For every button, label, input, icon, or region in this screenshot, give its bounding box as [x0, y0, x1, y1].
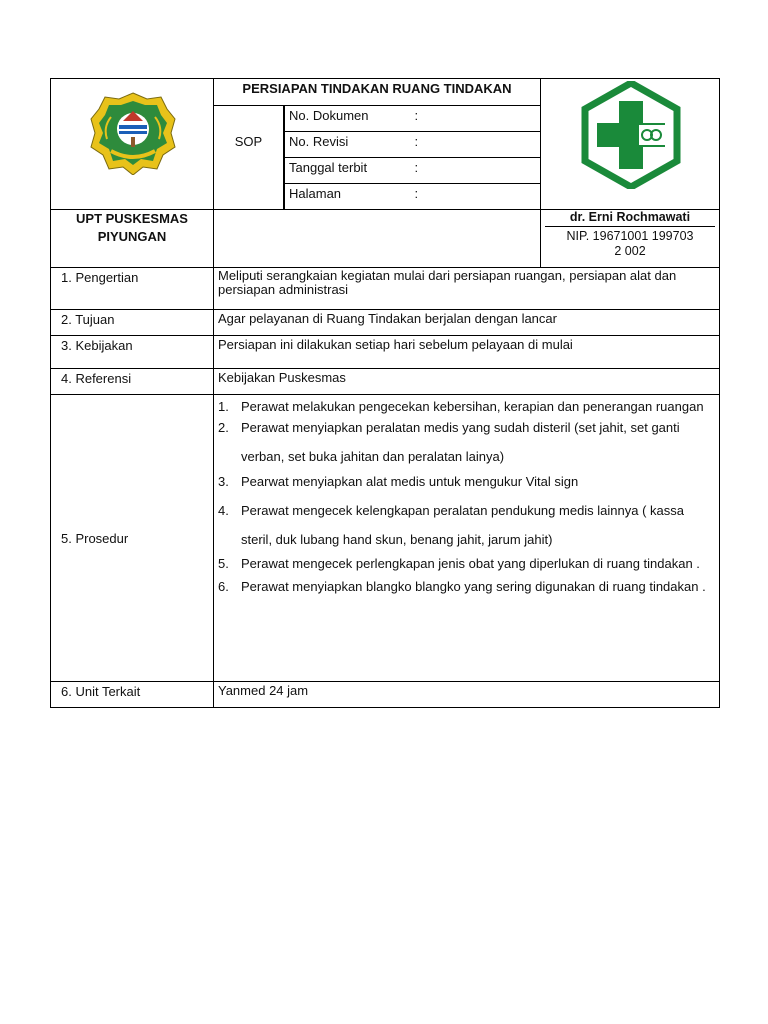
- table-row: [51, 336, 720, 369]
- step-number: 6.: [218, 579, 229, 594]
- row-value: Meliputi serangkaian kegiatan mulai dari persiapan ruangan, persiapan alat dan persiapan administrasi: [214, 268, 720, 310]
- info-row: [285, 184, 541, 210]
- info-label: Halaman: [285, 184, 411, 210]
- signer-block: [541, 210, 720, 268]
- sop-table: [50, 78, 720, 708]
- step-text: Perawat mengecek kelengkapan peralatan pendukung medis lainnya ( kassa steril, duk lubang hand skun, benang jahit, jarum jahit): [241, 503, 685, 547]
- step-number: 3.: [218, 474, 229, 489]
- document-info-cell: [284, 106, 541, 210]
- table-row: [51, 310, 720, 336]
- row-label: 6. Unit Terkait: [51, 682, 214, 708]
- row-value: Agar pelayanan di Ruang Tindakan berjalan dengan lancar: [214, 310, 720, 336]
- signer-nip: 2 002: [614, 244, 646, 258]
- procedure-step: [214, 471, 711, 493]
- left-logo-cell: [51, 79, 214, 210]
- info-label: Tanggal terbit: [285, 158, 411, 184]
- step-text: Perawat menyiapkan peralatan medis yang sudah disteril (set jahit, set ganti verban, set buka jahitan dan peralatan lainya): [241, 420, 680, 464]
- procedure-label: 5. Prosedur: [51, 395, 214, 682]
- step-text: Perawat mengecek perlengkapan jenis obat yang diperlukan di ruang tindakan .: [241, 556, 700, 571]
- organization-line: PIYUNGAN: [97, 229, 167, 244]
- info-separator: :: [414, 186, 419, 201]
- row-label: 3. Kebijakan: [51, 336, 214, 369]
- procedure-steps-cell: [214, 395, 720, 682]
- row-label: 2. Tujuan: [51, 310, 214, 336]
- signer-name: dr. Erni Rochmawati: [545, 210, 715, 227]
- row-value: Persiapan ini dilakukan setiap hari sebelum pelayaan di mulai: [214, 336, 720, 369]
- row-value: Yanmed 24 jam: [214, 682, 720, 708]
- row-value: Kebijakan Puskesmas: [214, 369, 720, 395]
- info-row: [285, 132, 541, 158]
- step-number: 4.: [218, 503, 229, 518]
- info-separator: :: [411, 158, 541, 184]
- step-text: Pearwat menyiapkan alat medis untuk mengukur Vital sign: [241, 474, 579, 489]
- table-row: [51, 268, 720, 310]
- procedure-step: [214, 413, 711, 471]
- procedure-step: [214, 572, 711, 601]
- sop-document: [50, 78, 719, 708]
- blank-cell: [214, 210, 541, 268]
- table-row: [51, 682, 720, 708]
- organization-line: UPT PUSKESMAS: [76, 211, 188, 226]
- step-text: Perawat melakukan pengecekan kebersihan, kerapian dan penerangan ruangan: [241, 399, 704, 414]
- sop-label: SOP: [214, 106, 284, 210]
- step-number: 5.: [218, 556, 229, 571]
- organization-name: [51, 210, 214, 268]
- table-row: [51, 369, 720, 395]
- step-text: Perawat menyiapkan blangko blangko yang sering digunakan di ruang tindakan .: [241, 579, 706, 594]
- step-number: 1.: [218, 399, 229, 414]
- info-label: No. Dokumen: [285, 106, 411, 132]
- info-label: No. Revisi: [285, 132, 411, 158]
- regency-emblem-logo: [89, 91, 177, 175]
- info-separator: :: [411, 106, 541, 132]
- row-label: 1. Pengertian: [51, 268, 214, 310]
- right-logo-cell: [541, 79, 720, 210]
- info-row: [285, 158, 541, 184]
- signer-nip: NIP. 19671001 199703: [566, 229, 694, 243]
- info-row: [285, 106, 541, 132]
- puskesmas-cross-logo: [581, 81, 681, 189]
- procedure-step: [214, 496, 711, 554]
- info-separator: :: [411, 132, 541, 158]
- procedure-list: [214, 397, 719, 601]
- row-label: 4. Referensi: [51, 369, 214, 395]
- document-info-table: [284, 106, 540, 209]
- procedure-row: [51, 395, 720, 682]
- document-title: PERSIAPAN TINDAKAN RUANG TINDAKAN: [214, 79, 541, 106]
- step-number: 2.: [218, 420, 229, 435]
